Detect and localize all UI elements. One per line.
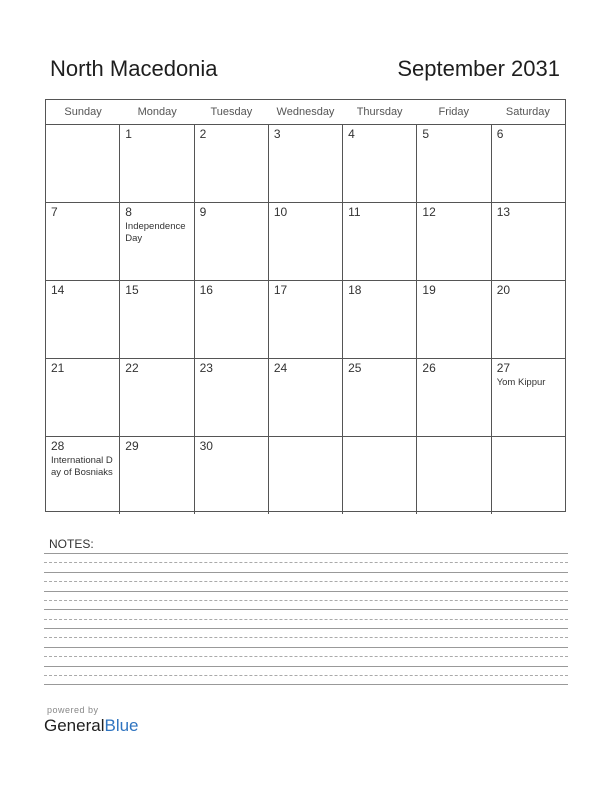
day-number: 17 [273,283,288,297]
day-cell [417,359,491,436]
weekday-sunday: Sunday [64,106,102,118]
day-number: 1 [125,127,132,141]
day-number: 25 [348,361,362,375]
notes-line [44,591,568,592]
holiday-label: International Day of Bosniaks [51,455,113,478]
day-cell [269,437,343,514]
weekday-monday: Monday [137,106,177,118]
day-number: 23 [199,361,213,375]
day-cell [417,281,491,358]
notes-line [44,609,568,610]
holiday-label: Yom Kippur [496,377,546,388]
day-cell [417,125,491,202]
day-number: 15 [125,283,139,297]
day-number: 22 [125,361,139,375]
powered-by-text: powered by [47,705,99,715]
day-number: 28 [51,439,65,453]
day-number: 13 [496,205,511,219]
day-number: 5 [422,127,430,141]
month-year-title: September 2031 [397,56,560,81]
day-cell [492,203,565,280]
day-cell [492,125,565,202]
day-cell [343,359,417,436]
day-cell [269,125,343,202]
day-cell [120,281,194,358]
day-cell [195,437,269,514]
day-number: 21 [51,361,65,375]
day-number: 19 [422,283,436,297]
day-cell [46,203,120,280]
day-number: 11 [348,205,361,219]
day-number: 29 [125,439,139,453]
weekday-wednesday: Wednesday [276,106,335,118]
day-cell [46,359,120,436]
day-cell [343,281,417,358]
week-row [46,125,565,203]
day-number: 14 [51,283,65,297]
notes-line-dashed [44,619,568,620]
notes-line-dashed [44,581,568,582]
country-title: North Macedonia [50,56,218,81]
notes-line-dashed [44,562,568,563]
day-cell [195,281,269,358]
day-number: 10 [273,205,288,219]
notes-line [44,553,568,554]
day-cell [120,359,194,436]
day-number: 24 [273,361,288,375]
week-row [46,203,565,281]
day-number: 7 [51,205,58,219]
day-number: 3 [273,127,281,141]
day-cell [120,203,194,280]
day-cell [46,437,120,514]
day-cell [417,437,491,514]
notes-line [44,684,568,685]
day-number: 4 [348,127,355,141]
notes-label: NOTES: [49,537,94,551]
day-number: 20 [496,283,511,297]
day-cell [195,203,269,280]
day-number: 6 [496,127,504,141]
day-cell [46,281,120,358]
day-cell [492,359,565,436]
brand-general: General [44,716,105,735]
day-cell [195,125,269,202]
day-number: 9 [199,205,207,219]
day-number: 12 [422,205,436,219]
calendar-grid [45,99,566,512]
notes-line-dashed [44,600,568,601]
holiday-label: Independence Day [125,221,186,244]
notes-line [44,666,568,667]
day-cell [269,203,343,280]
notes-line [44,572,568,573]
week-row [46,359,565,437]
weekday-header-row [46,100,565,125]
weekday-saturday: Saturday [505,106,550,118]
weekday-tuesday: Tuesday [210,106,253,118]
notes-line [44,647,568,648]
day-cell [343,203,417,280]
day-cell [269,359,343,436]
weekday-thursday: Thursday [356,106,403,118]
day-cell [417,203,491,280]
day-cell [492,437,565,514]
calendar-weeks [46,125,565,514]
day-cell [492,281,565,358]
day-cell [343,437,417,514]
notes-line-dashed [44,637,568,638]
generalblue-logo[interactable] [44,716,139,736]
day-cell [120,437,194,514]
day-cell [120,125,194,202]
brand-blue: Blue [104,716,139,735]
day-number: 27 [496,361,511,375]
day-number: 8 [125,205,132,219]
week-row [46,437,565,514]
day-cell [195,359,269,436]
day-number: 16 [199,283,213,297]
weekday-friday: Friday [438,106,470,118]
notes-line [44,628,568,629]
week-row [46,281,565,359]
day-number: 2 [199,127,207,141]
day-cell [46,125,120,202]
day-cell [269,281,343,358]
notes-line-dashed [44,675,568,676]
day-number: 26 [422,361,436,375]
day-cell [343,125,417,202]
notes-line-dashed [44,656,568,657]
day-number: 30 [199,439,213,453]
day-number: 18 [348,283,362,297]
